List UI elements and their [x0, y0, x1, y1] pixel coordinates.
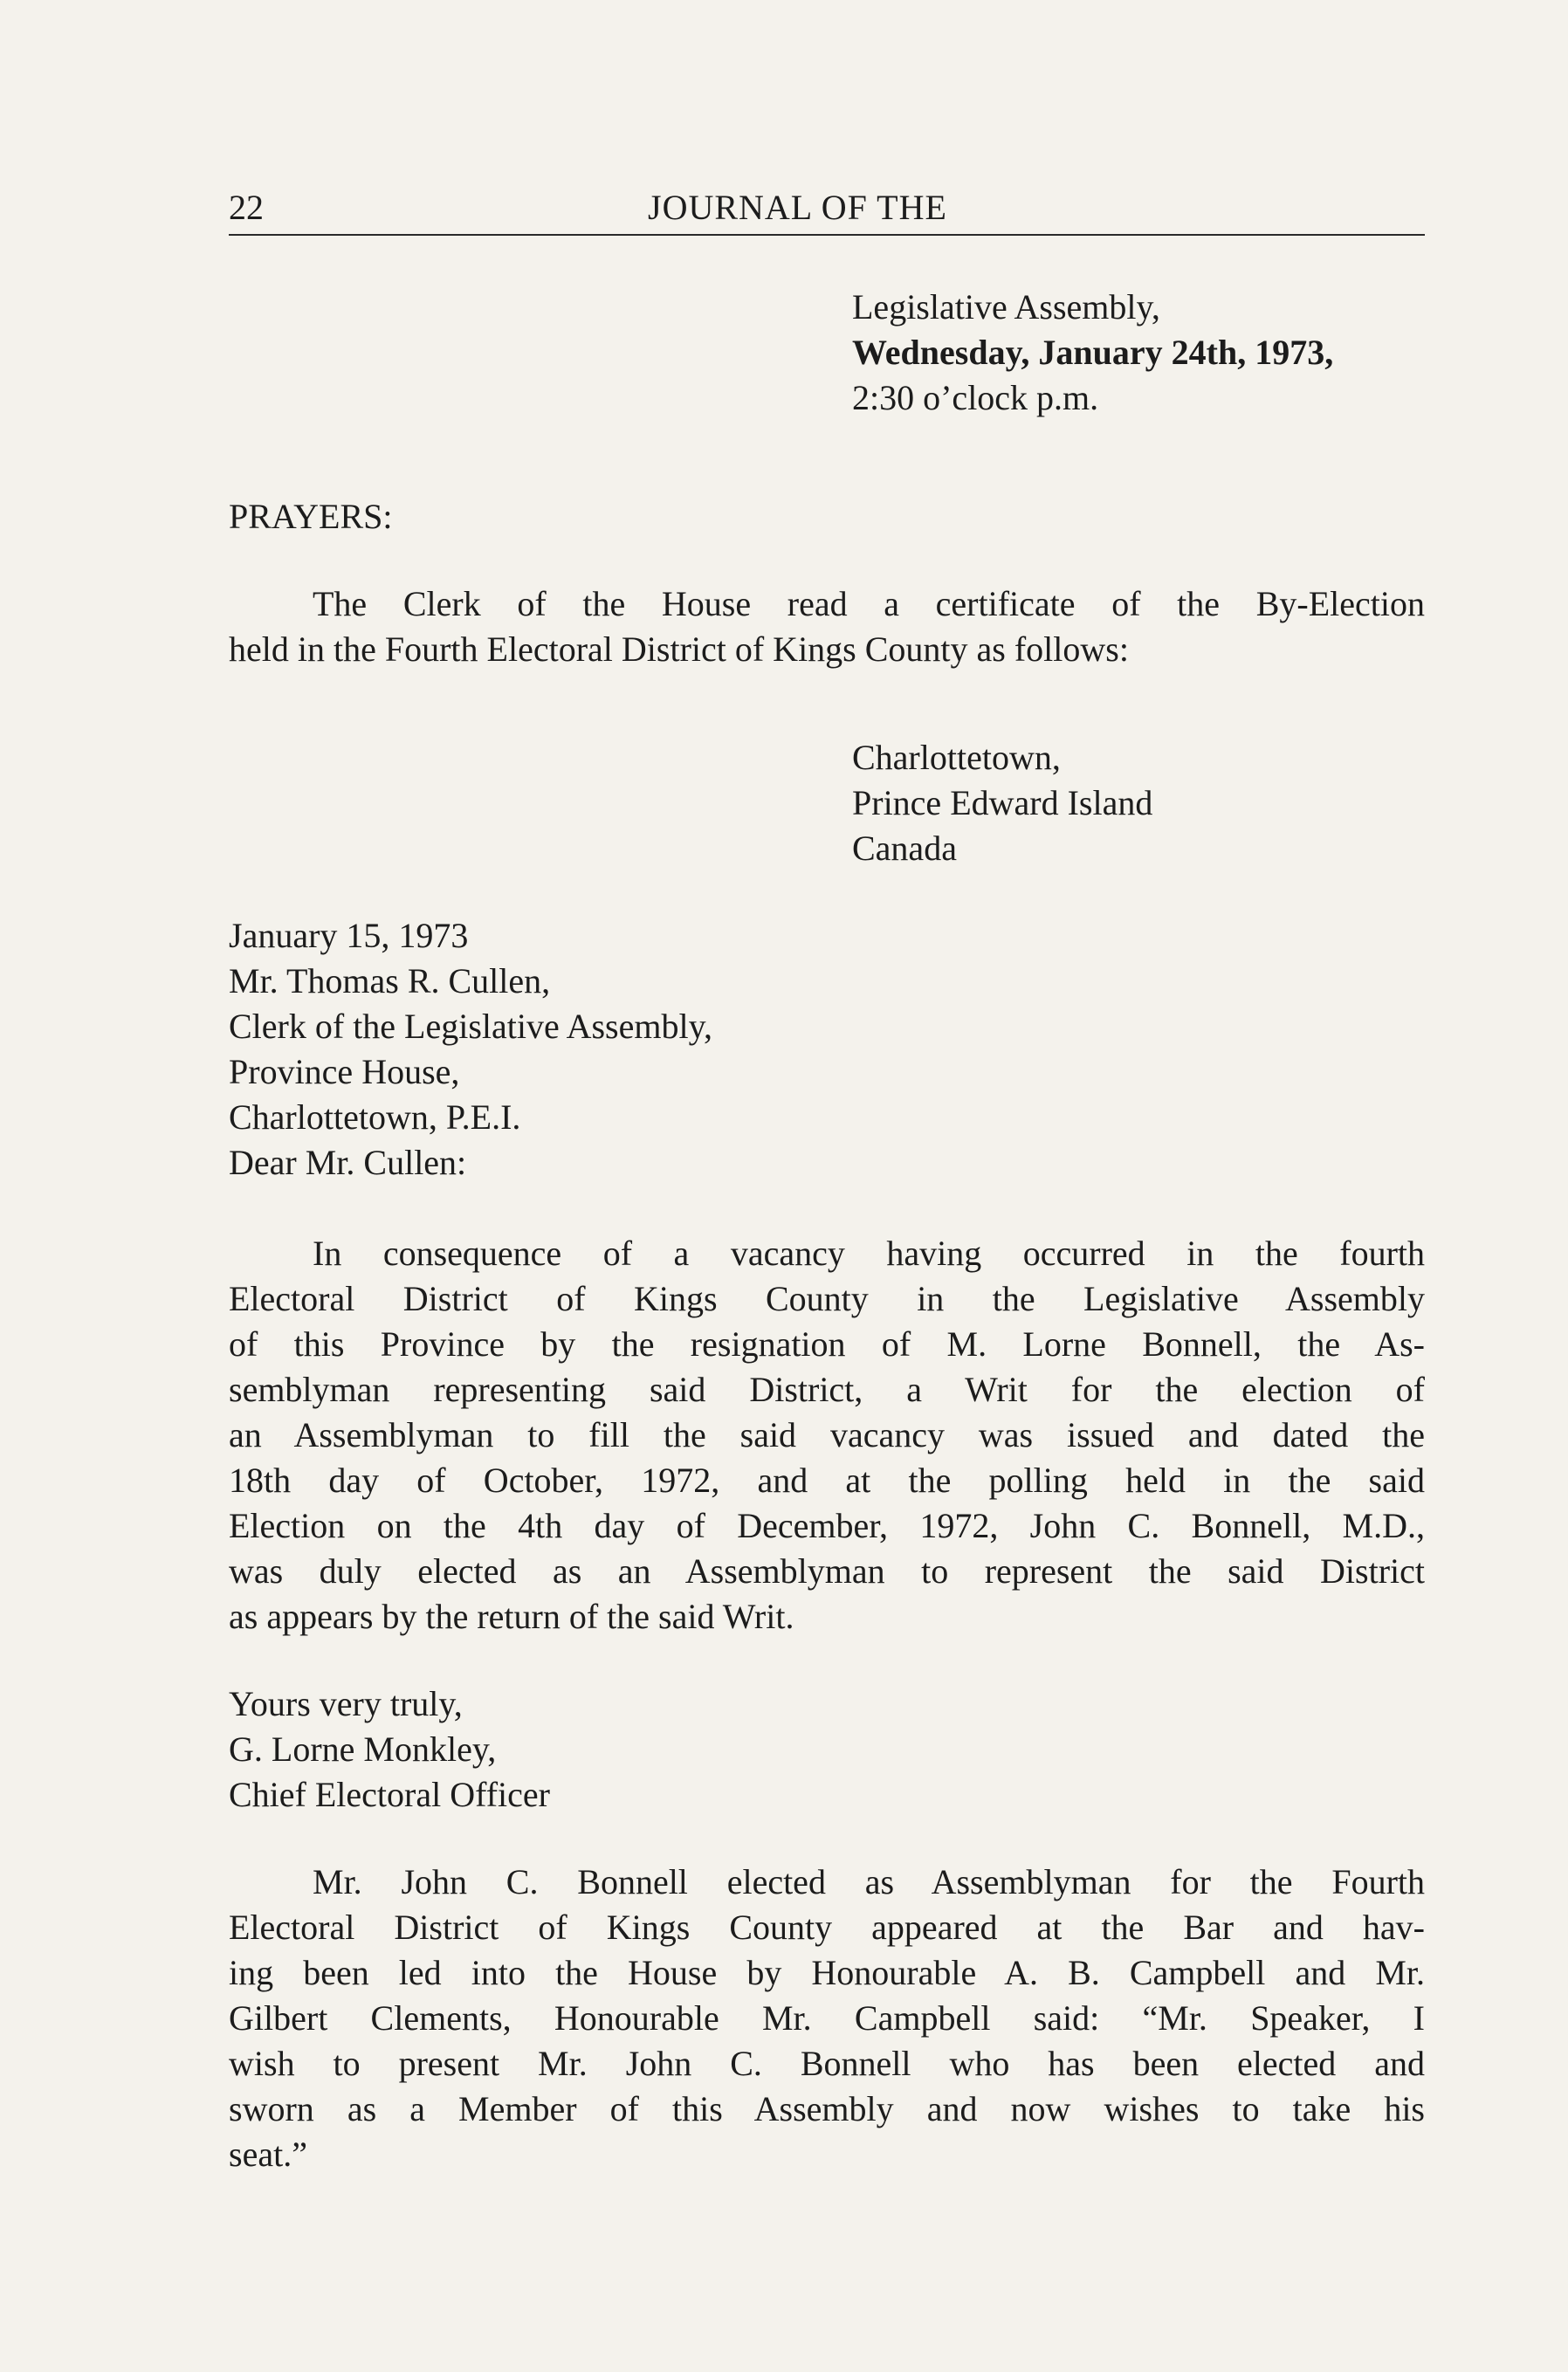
letter-body-line: was duly elected as an Assemblyman to represent the said District: [229, 1551, 1425, 1591]
address-line: Mr. Thomas R. Cullen,: [229, 961, 551, 1000]
letter-body: [229, 1231, 1425, 1640]
intro-line: The Clerk of the House read a certificate of the By-Election: [313, 584, 1425, 623]
address-line: January 15, 1973: [229, 916, 469, 955]
closing-line: sworn as a Member of this Assembly and now wishes to take his: [229, 2089, 1425, 2128]
closing-line: Gilbert Clements, Honourable Mr. Campbell said: “Mr. Speaker, I: [229, 1998, 1425, 2038]
closing-line: seat.”: [229, 2135, 307, 2174]
address-line: Charlottetown, P.E.I.: [229, 1097, 521, 1137]
letter-body-line: as appears by the return of the said Writ.: [229, 1597, 794, 1636]
page-header: [229, 185, 1425, 236]
prayers-text: PRAYERS:: [229, 497, 393, 536]
signature-block: [229, 1681, 550, 1818]
closing-line: Electoral District of Kings County appeared at the Bar and hav-: [229, 1908, 1425, 1947]
dateline-date: Wednesday, January 24th, 1973,: [852, 333, 1334, 372]
address-line: Dear Mr. Cullen:: [229, 1143, 467, 1182]
closing-paragraph: [229, 1860, 1425, 2177]
letter-body-line: semblyman representing said District, a Writ for the election of: [229, 1370, 1425, 1409]
letter-place-line: Canada: [852, 828, 957, 868]
address-line: Province House,: [229, 1052, 460, 1091]
intro-line: held in the Fourth Electoral District of Kings County as follows:: [229, 629, 1129, 669]
letter-body-line: Election on the 4th day of December, 1972, John C. Bonnell, M.D.,: [229, 1506, 1425, 1545]
closing-line: ing been led into the House by Honourable A. B. Campbell and Mr.: [229, 1953, 1425, 1992]
prayers-heading: [229, 494, 393, 540]
intro-paragraph: [229, 581, 1425, 672]
letter-body-line: an Assemblyman to fill the said vacancy was issued and dated the: [229, 1415, 1425, 1454]
letter-body-line: of this Province by the resignation of M. Lorne Bonnell, the As-: [229, 1324, 1425, 1364]
dateline: [852, 285, 1333, 421]
letter-body-line: Electoral District of Kings County in the Legislative Assembly: [229, 1279, 1425, 1318]
closing-line: Mr. John C. Bonnell elected as Assemblyman for the Fourth: [313, 1862, 1425, 1901]
letter-place: [852, 735, 1152, 871]
signature-line: Chief Electoral Officer: [229, 1775, 550, 1814]
letter-address: [229, 913, 712, 1186]
closing-line: wish to present Mr. John C. Bonnell who has been elected and: [229, 2044, 1425, 2083]
running-head: JOURNAL OF THE: [648, 188, 947, 227]
letter-place-line: Prince Edward Island: [852, 783, 1153, 822]
address-line: Clerk of the Legislative Assembly,: [229, 1007, 712, 1046]
letter-body-line: In consequence of a vacancy having occurred in the fourth: [313, 1234, 1425, 1273]
dateline-place: Legislative Assembly,: [852, 287, 1160, 327]
signature-line: G. Lorne Monkley,: [229, 1729, 497, 1769]
letter-body-line: 18th day of October, 1972, and at the polling held in the said: [229, 1461, 1425, 1500]
page-number: 22: [229, 188, 264, 227]
dateline-time: 2:30 o’clock p.m.: [852, 378, 1099, 417]
letter-place-line: Charlottetown,: [852, 738, 1061, 777]
signature-line: Yours very truly,: [229, 1684, 463, 1723]
